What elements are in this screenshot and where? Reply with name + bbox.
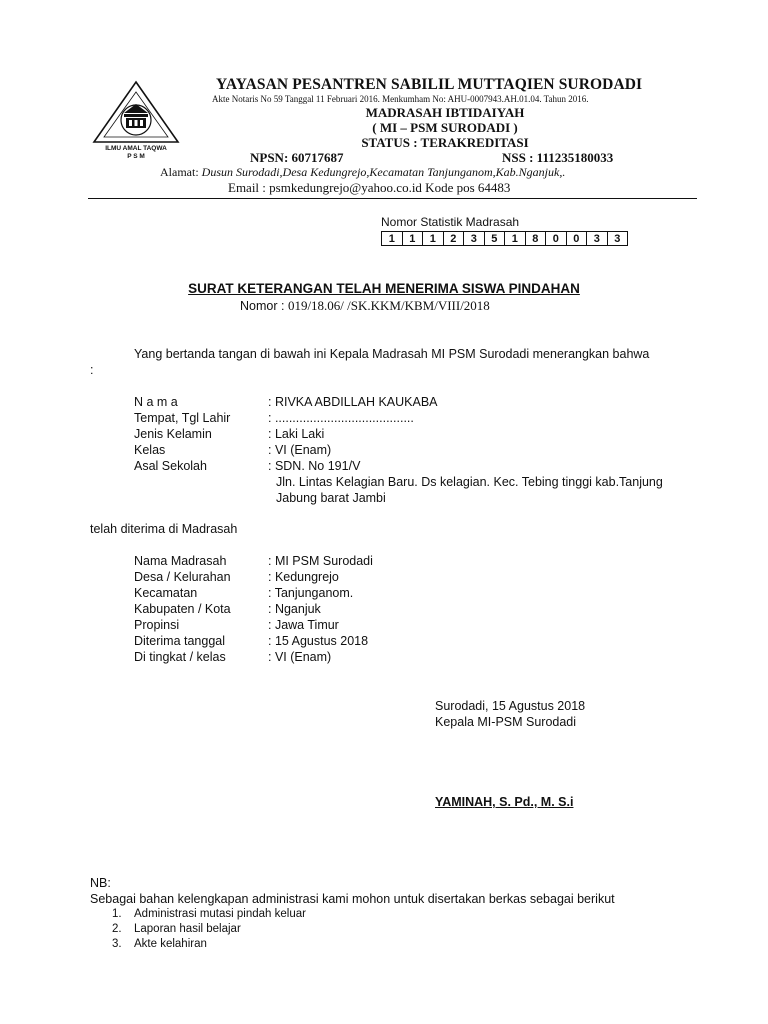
nsm-digit: 8 (525, 232, 546, 246)
logo-acronym: P S M (127, 153, 145, 160)
nb-label: NB: (90, 876, 111, 890)
nb-item-number: 1. (112, 908, 122, 920)
logo-motto: ILMU AMAL TAQWA (105, 145, 167, 152)
nsm-digit: 0 (566, 232, 587, 246)
gender-label: Jenis Kelamin (134, 427, 212, 441)
student-name-label: N a m a (134, 395, 178, 409)
document-number-label: Nomor : (240, 299, 288, 313)
place-date: Surodadi, 15 Agustus 2018 (435, 699, 586, 713)
school-name: MADRASAH IBTIDAIYAH (365, 105, 525, 120)
nb-item: Laporan hasil belajar (134, 923, 241, 935)
nb-item: Akte kelahiran (134, 938, 207, 950)
district-label: Kecamatan (134, 586, 198, 600)
nsm-digit: 3 (464, 232, 485, 246)
nsm-digit: 1 (423, 232, 444, 246)
birth-value: : ........................................ (268, 411, 414, 425)
regency-value: : Nganjuk (268, 602, 321, 616)
madrasah-name-label: Nama Madrasah (134, 554, 227, 568)
accreditation-status: STATUS : TERAKREDITASI (361, 135, 529, 150)
accepted-date-label: Diterima tanggal (134, 634, 226, 648)
gender-value: : Laki Laki (268, 427, 325, 441)
origin-school-address-1: Jln. Lintas Kelagian Baru. Ds kelagian. Kec. Tebing tinggi kab.Tanjung (276, 475, 663, 489)
address-value: Dusun Surodadi,Desa Kedungrejo,Kecamatan Tanjunganom,Kab.Nganjuk,. (201, 165, 566, 179)
accepted-date-value: : 15 Agustus 2018 (268, 634, 369, 648)
class-value: : VI (Enam) (268, 443, 332, 457)
school-short-name: ( MI – PSM SURODADI ) (372, 120, 518, 135)
village-label: Desa / Kelurahan (134, 570, 231, 584)
nsm-digit: 1 (402, 232, 423, 246)
regency-label: Kabupaten / Kota (134, 602, 231, 616)
address-label: Alamat: (160, 165, 199, 179)
district-value: : Tanjunganom. (268, 586, 354, 600)
nb-text: Sebagai bahan kelengkapan administrasi kami mohon untuk disertakan berkas sebagai berikut (90, 892, 615, 906)
nsm-digit: 5 (484, 232, 505, 246)
intro-colon: : (90, 363, 94, 377)
header-divider (88, 198, 697, 199)
origin-school-value: : SDN. No 191/V (268, 459, 361, 473)
nsm-label: Nomor Statistik Madrasah (381, 215, 520, 229)
origin-school-label: Asal Sekolah (134, 459, 207, 473)
nsm-digit: 3 (587, 232, 608, 246)
nb-item-number: 2. (112, 923, 122, 935)
madrasah-name-value: : MI PSM Surodadi (268, 554, 373, 568)
document-number (240, 298, 490, 314)
accepted-text: telah diterima di Madrasah (90, 522, 238, 536)
document-number-value: 019/18.06/ /SK.KKM/KBM/VIII/2018 (287, 298, 490, 313)
nsm-digits (381, 231, 628, 246)
signer-name: YAMINAH, S. Pd., M. S.i (435, 795, 574, 809)
origin-school-address-2: Jabung barat Jambi (276, 491, 386, 505)
birth-label: Tempat, Tgl Lahir (134, 411, 231, 425)
signer-position: Kepala MI-PSM Surodadi (435, 715, 577, 729)
grade-value: : VI (Enam) (268, 650, 332, 664)
school-logo (92, 80, 180, 160)
nb-item-number: 3. (112, 938, 122, 950)
grade-label: Di tingkat / kelas (134, 650, 226, 664)
intro-text: Yang bertanda tangan di bawah ini Kepala Madrasah MI PSM Surodadi menerangkan bahwa (134, 347, 650, 361)
class-label: Kelas (134, 443, 166, 457)
province-label: Propinsi (134, 618, 180, 632)
student-name-value: : RIVKA ABDILLAH KAUKABA (268, 395, 438, 409)
email: Email : psmkedungrejo@yahoo.co.id Kode pos 64483 (228, 180, 511, 195)
village-value: : Kedungrejo (268, 570, 339, 584)
nsm-digit: 3 (607, 232, 628, 246)
nb-item: Administrasi mutasi pindah keluar (134, 908, 306, 920)
province-value: : Jawa Timur (268, 618, 339, 632)
nsm-digit: 1 (505, 232, 526, 246)
nsm-digit: 1 (382, 232, 403, 246)
foundation-name: YAYASAN PESANTREN SABILIL MUTTAQIEN SURODADI (216, 76, 643, 93)
nss: NSS : 111235180033 (502, 150, 614, 165)
nsm-digit: 2 (443, 232, 464, 246)
notary-deed: Akte Notaris No 59 Tanggal 11 Februari 2016. Menkumham No: AHU-0007943.AH.01.04. Tahun 2016. (212, 94, 589, 104)
npsn: NPSN: 60717687 (250, 150, 344, 165)
address (160, 165, 565, 180)
nsm-digit: 0 (546, 232, 567, 246)
document-title: SURAT KETERANGAN TELAH MENERIMA SISWA PINDAHAN (188, 281, 580, 296)
